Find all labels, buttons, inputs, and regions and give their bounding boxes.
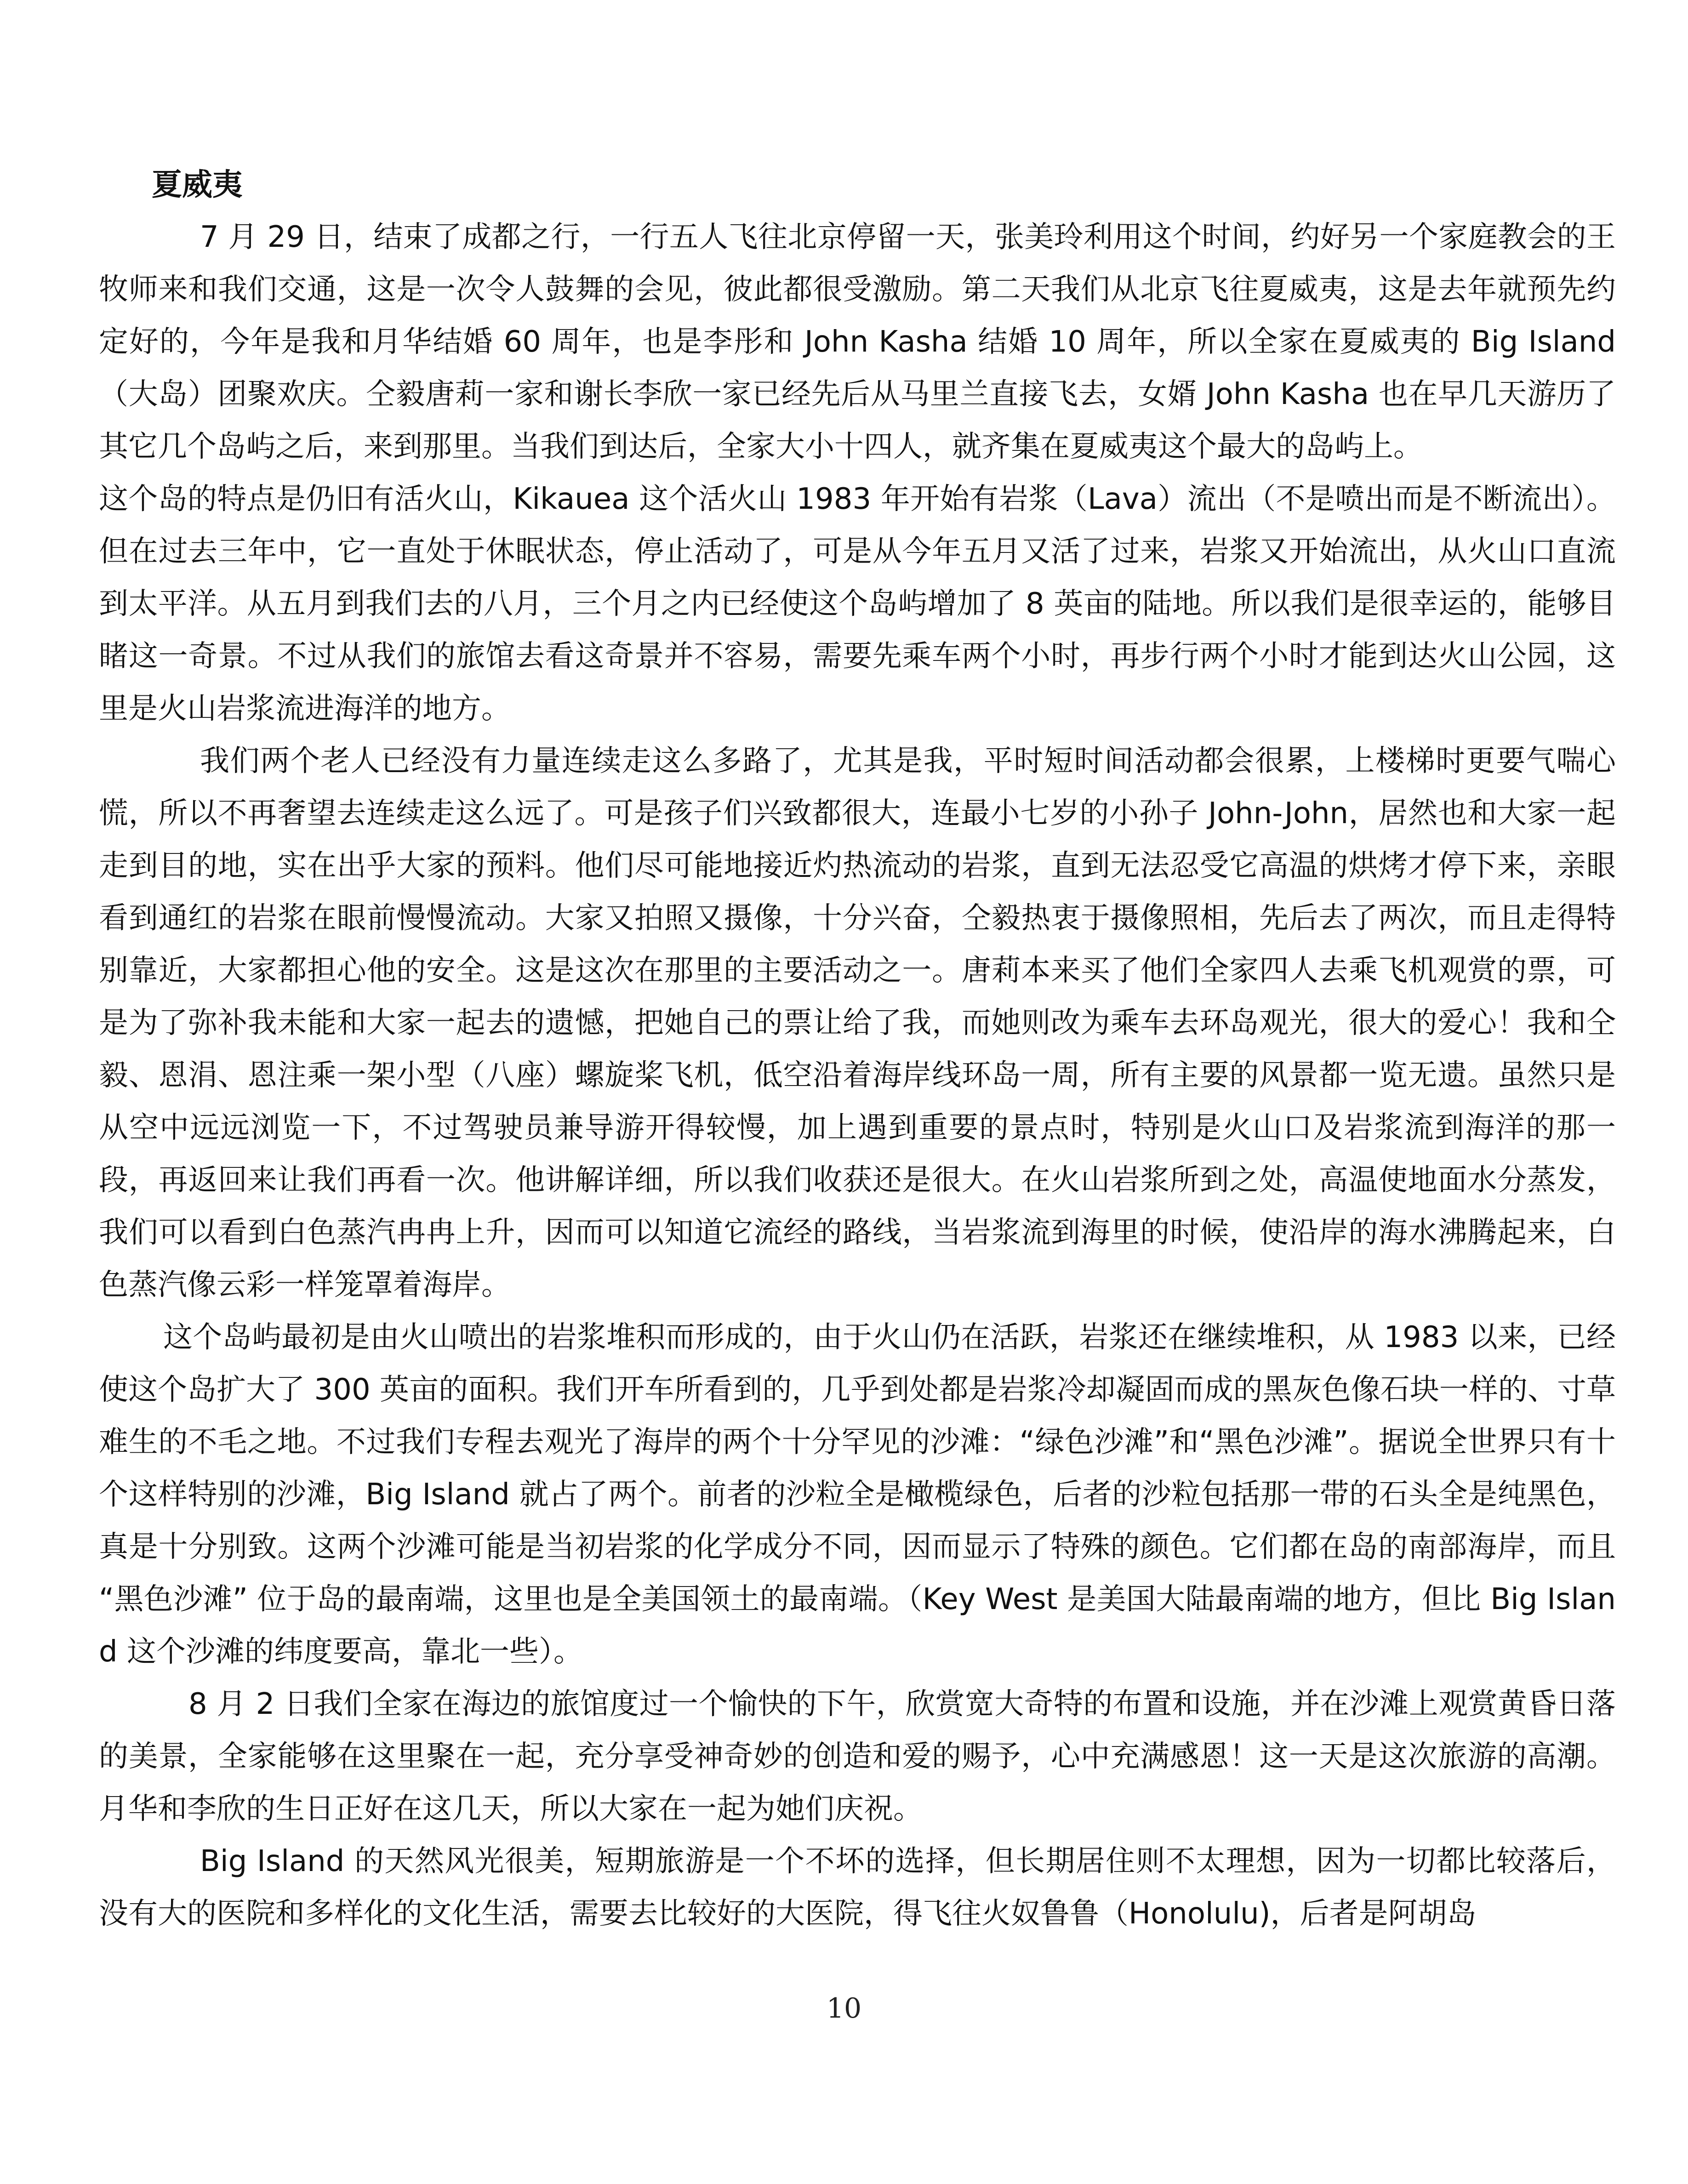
paragraph-6: Big Island 的天然风光很美，短期旅游是一个不坏的选择，但长期居住则不太理想，因为一切都比较落后，没有大的医院和多样化的文化生活，需要去比较好的大医院，得飞往火奴鲁鲁（Honolulu)，后者是阿胡岛	[99, 1844, 1616, 1931]
section-heading: 夏威夷	[152, 167, 243, 202]
paragraph-1: 7 月 29 日，结束了成都之行，一行五人飞往北京停留一天，张美玲利用这个时间，约好另一个家庭教会的王牧师来和我们交通，这是一次令人鼓舞的会见，彼此都很受激励。第二天我们从北京飞往夏威夷，这是去年就预先约定好的，今年是我和月华结婚 60 周年，也是李彤和 John Kasha 结婚 10 周年，所以全家在夏威夷的 Big Island（大岛）团聚欢庆。仝毅唐莉一家和谢长李欣一家已经先后从马里兰直接飞去，女婿 John Kasha 也在早几天游历了其它几个岛屿之后，来到那里。当我们到达后，全家大小十四人，就齐集在夏威夷这个最大的岛屿上。	[99, 220, 1616, 464]
paragraph-5: 8 月 2 日我们全家在海边的旅馆度过一个愉快的下午，欣赏宽大奇特的布置和设施，并在沙滩上观赏黄昏日落的美景，全家能够在这里聚在一起，充分享受神奇妙的创造和爱的赐予，心中充满感恩！这一天是这次旅游的高潮。月华和李欣的生日正好在这几天，所以大家在一起为她们庆祝。	[99, 1687, 1616, 1826]
paragraph-2: 这个岛的特点是仍旧有活火山，Kikauea 这个活火山 1983 年开始有岩浆（Lava）流出（不是喷出而是不断流出）。但在过去三年中，它一直处于休眠状态，停止活动了，可是从今年五月又活了过来，岩浆又开始流出，从火山口直流到太平洋。从五月到我们去的八月，三个月之内已经使这个岛屿增加了 8 英亩的陆地。所以我们是很幸运的，能够目睹这一奇景。不过从我们的旅馆去看这奇景并不容易，需要先乘车两个小时，再步行两个小时才能到达火山公园，这里是火山岩浆流进海洋的地方。	[99, 482, 1616, 726]
page-body	[99, 159, 1616, 1940]
paragraph-3: 我们两个老人已经没有力量连续走这么多路了，尤其是我，平时短时间活动都会很累，上楼梯时更要气喘心慌，所以不再奢望去连续走这么远了。可是孩子们兴致都很大，连最小七岁的小孙子 John-John，居然也和大家一起走到目的地，实在出乎大家的预料。他们尽可能地接近灼热流动的岩浆，直到无法忍受它高温的烘烤才停下来，亲眼看到通红的岩浆在眼前慢慢流动。大家又拍照又摄像，十分兴奋，仝毅热衷于摄像照相，先后去了两次，而且走得特别靠近，大家都担心他的安全。这是这次在那里的主要活动之一。唐莉本来买了他们全家四人去乘飞机观赏的票，可是为了弥补我未能和大家一起去的遗憾，把她自己的票让给了我，而她则改为乘车去环岛观光，很大的爱心！我和仝毅、恩涓、恩注乘一架小型（八座）螺旋桨飞机，低空沿着海岸线环岛一周，所有主要的风景都一览无遗。虽然只是从空中远远浏览一下，不过驾驶员兼导游开得较慢，加上遇到重要的景点时，特别是火山口及岩浆流到海洋的那一段，再返回来让我们再看一次。他讲解详细，所以我们收获还是很大。在火山岩浆所到之处，高温使地面水分蒸发，我们可以看到白色蒸汽冉冉上升，因而可以知道它流经的路线，当岩浆流到海里的时候，使沿岸的海水沸腾起来，白色蒸汽像云彩一样笼罩着海岸。	[99, 744, 1616, 1302]
paragraph-4: 这个岛屿最初是由火山喷出的岩浆堆积而形成的，由于火山仍在活跃，岩浆还在继续堆积，从 1983 以来，已经使这个岛扩大了 300 英亩的面积。我们开车所看到的，几乎到处都是岩浆冷却凝固而成的黑灰色像石块一样的、寸草难生的不毛之地。不过我们专程去观光了海岸的两个十分罕见的沙滩：“绿色沙滩”和“黑色沙滩”。据说全世界只有十个这样特别的沙滩，Big Island 就占了两个。前者的沙粒全是橄榄绿色，后者的沙粒包括那一带的石头全是纯黑色，真是十分别致。这两个沙滩可能是当初岩浆的化学成分不同，因而显示了特殊的颜色。它们都在岛的南部海岸，而且 “黑色沙滩” 位于岛的最南端，这里也是全美国领土的最南端。（Key West 是美国大陆最南端的地方，但比 Big Island 这个沙滩的纬度要高，靠北一些）。	[99, 1320, 1616, 1669]
page-number: 10	[826, 1992, 862, 2025]
